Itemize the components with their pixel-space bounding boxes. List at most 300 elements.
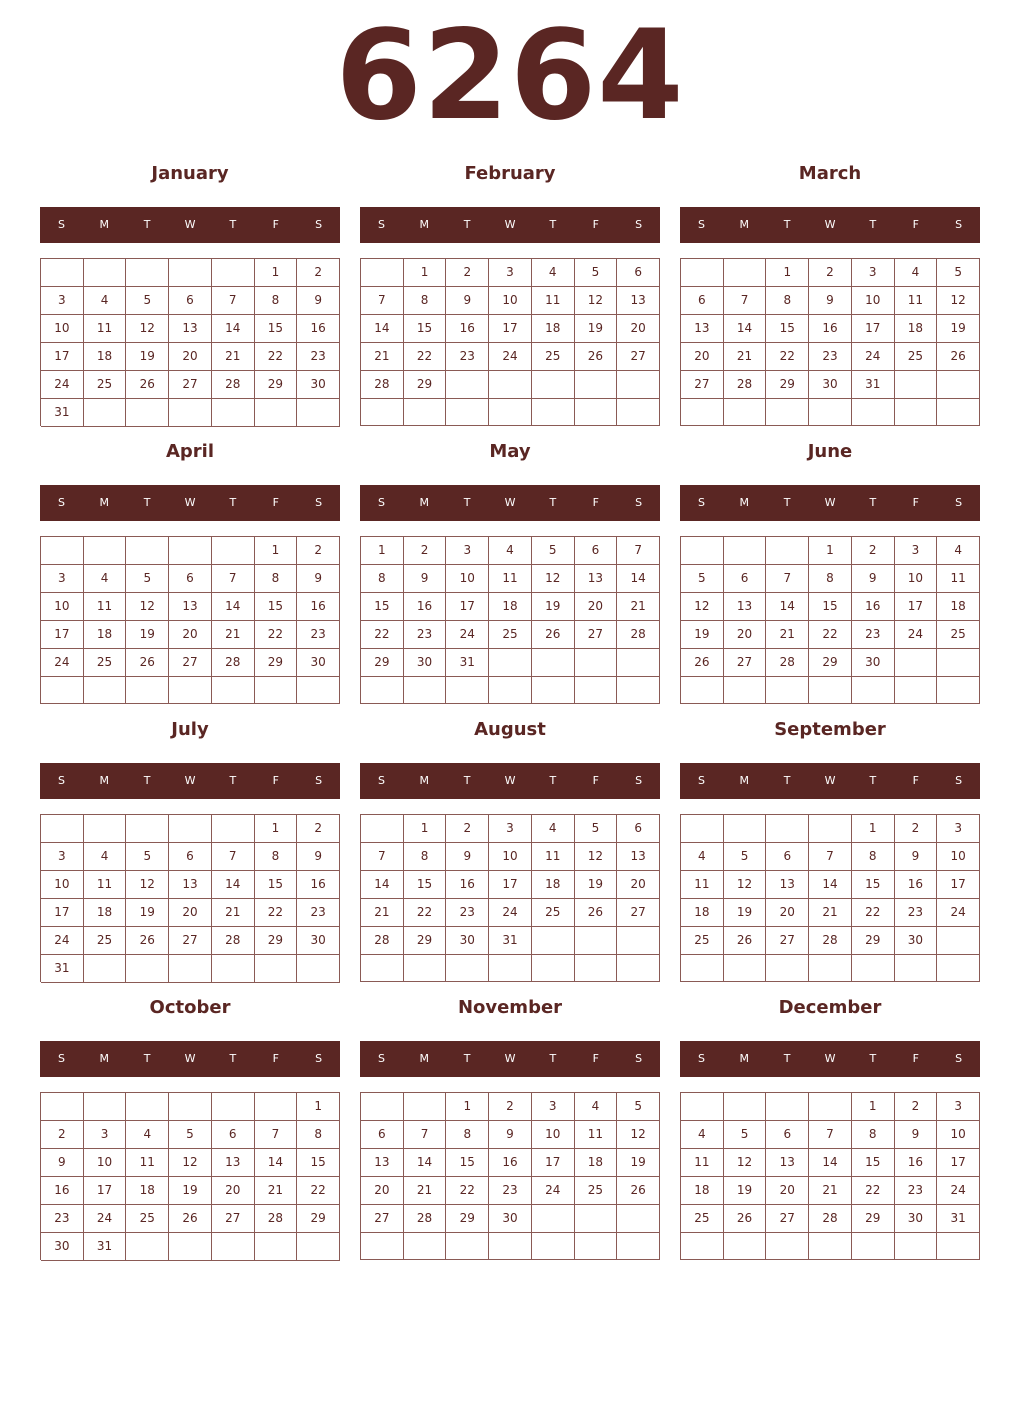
day-cell: 12 bbox=[681, 593, 724, 621]
empty-cell bbox=[489, 399, 532, 426]
day-cell: 14 bbox=[404, 1149, 447, 1177]
day-grid bbox=[360, 1092, 660, 1260]
empty-cell bbox=[126, 537, 169, 565]
day-cell: 2 bbox=[809, 259, 852, 287]
weekday-label: M bbox=[419, 496, 430, 509]
day-cell: 16 bbox=[895, 871, 938, 899]
day-cell: 13 bbox=[766, 871, 809, 899]
day-cell: 5 bbox=[169, 1121, 212, 1149]
day-cell: 15 bbox=[297, 1149, 340, 1177]
weekday-label: M bbox=[419, 1052, 430, 1065]
day-cell: 29 bbox=[255, 371, 298, 399]
day-cell: 1 bbox=[852, 815, 895, 843]
empty-cell bbox=[532, 955, 575, 982]
day-cell: 3 bbox=[446, 537, 489, 565]
day-cell: 11 bbox=[681, 871, 724, 899]
empty-cell bbox=[809, 1093, 852, 1121]
weekday-header bbox=[360, 763, 660, 799]
day-cell: 24 bbox=[41, 927, 84, 955]
day-cell: 12 bbox=[575, 287, 618, 315]
day-cell: 6 bbox=[169, 287, 212, 315]
empty-cell bbox=[724, 1093, 767, 1121]
day-cell: 22 bbox=[809, 621, 852, 649]
day-cell: 15 bbox=[404, 871, 447, 899]
day-cell: 29 bbox=[255, 649, 298, 677]
day-cell: 14 bbox=[809, 1149, 852, 1177]
weekday-label: W bbox=[184, 218, 196, 231]
empty-cell bbox=[852, 677, 895, 704]
weekday-label: T bbox=[549, 496, 557, 509]
day-cell: 9 bbox=[41, 1149, 84, 1177]
weekday-label: S bbox=[57, 218, 65, 231]
day-cell: 24 bbox=[852, 343, 895, 371]
weekday-header bbox=[360, 1041, 660, 1077]
day-cell: 12 bbox=[937, 287, 980, 315]
empty-cell bbox=[532, 927, 575, 955]
weekday-label: M bbox=[99, 496, 110, 509]
day-cell: 21 bbox=[361, 343, 404, 371]
empty-cell bbox=[809, 399, 852, 426]
day-cell: 28 bbox=[617, 621, 660, 649]
day-cell: 9 bbox=[895, 1121, 938, 1149]
day-cell: 19 bbox=[575, 315, 618, 343]
day-cell: 29 bbox=[255, 927, 298, 955]
day-cell: 13 bbox=[681, 315, 724, 343]
day-cell: 16 bbox=[297, 871, 340, 899]
day-cell: 7 bbox=[724, 287, 767, 315]
empty-cell bbox=[852, 1233, 895, 1260]
weekday-label: S bbox=[315, 1052, 323, 1065]
weekday-label: M bbox=[99, 218, 110, 231]
empty-cell bbox=[489, 955, 532, 982]
day-cell: 20 bbox=[169, 899, 212, 927]
empty-cell bbox=[575, 927, 618, 955]
empty-cell bbox=[212, 537, 255, 565]
weekday-label: T bbox=[783, 774, 791, 787]
weekday-label: M bbox=[739, 218, 750, 231]
empty-cell bbox=[446, 399, 489, 426]
day-cell: 21 bbox=[809, 899, 852, 927]
day-cell: 3 bbox=[41, 565, 84, 593]
weekday-label: S bbox=[955, 496, 963, 509]
empty-cell bbox=[852, 955, 895, 982]
empty-cell bbox=[169, 1093, 212, 1121]
day-cell: 27 bbox=[617, 343, 660, 371]
weekday-label: T bbox=[783, 1052, 791, 1065]
empty-cell bbox=[617, 955, 660, 982]
day-cell: 8 bbox=[255, 565, 298, 593]
weekday-header bbox=[680, 207, 980, 243]
day-grid bbox=[360, 536, 660, 704]
day-cell: 24 bbox=[532, 1177, 575, 1205]
weekday-label: T bbox=[143, 774, 151, 787]
day-cell: 25 bbox=[895, 343, 938, 371]
weekday-label: F bbox=[272, 1052, 279, 1065]
day-cell: 24 bbox=[489, 343, 532, 371]
day-cell: 26 bbox=[681, 649, 724, 677]
day-cell: 21 bbox=[212, 343, 255, 371]
day-cell: 24 bbox=[895, 621, 938, 649]
day-cell: 17 bbox=[937, 1149, 980, 1177]
day-cell: 5 bbox=[126, 287, 169, 315]
weekday-label: F bbox=[272, 774, 279, 787]
day-cell: 25 bbox=[532, 343, 575, 371]
day-cell: 19 bbox=[681, 621, 724, 649]
empty-cell bbox=[41, 1093, 84, 1121]
weekday-label: T bbox=[143, 496, 151, 509]
day-cell: 7 bbox=[212, 287, 255, 315]
empty-cell bbox=[766, 1093, 809, 1121]
day-cell: 24 bbox=[489, 899, 532, 927]
empty-cell bbox=[532, 1233, 575, 1260]
empty-cell bbox=[617, 649, 660, 677]
weekday-label: M bbox=[99, 1052, 110, 1065]
day-cell: 27 bbox=[169, 927, 212, 955]
day-cell: 30 bbox=[895, 1205, 938, 1233]
empty-cell bbox=[297, 677, 340, 704]
day-cell: 30 bbox=[489, 1205, 532, 1233]
empty-cell bbox=[126, 1093, 169, 1121]
day-cell: 21 bbox=[617, 593, 660, 621]
day-cell: 23 bbox=[895, 1177, 938, 1205]
day-cell: 7 bbox=[255, 1121, 298, 1149]
empty-cell bbox=[255, 1233, 298, 1261]
day-cell: 8 bbox=[766, 287, 809, 315]
day-cell: 23 bbox=[895, 899, 938, 927]
month-name: March bbox=[798, 163, 862, 184]
day-cell: 27 bbox=[724, 649, 767, 677]
empty-cell bbox=[681, 537, 724, 565]
day-cell: 29 bbox=[446, 1205, 489, 1233]
day-cell: 5 bbox=[532, 537, 575, 565]
empty-cell bbox=[41, 815, 84, 843]
weekday-label: F bbox=[592, 218, 599, 231]
day-cell: 22 bbox=[255, 621, 298, 649]
day-cell: 26 bbox=[617, 1177, 660, 1205]
empty-cell bbox=[212, 815, 255, 843]
weekday-label: S bbox=[315, 774, 323, 787]
empty-cell bbox=[212, 955, 255, 983]
empty-cell bbox=[937, 649, 980, 677]
empty-cell bbox=[681, 677, 724, 704]
day-cell: 9 bbox=[895, 843, 938, 871]
day-cell: 9 bbox=[446, 843, 489, 871]
day-cell: 14 bbox=[361, 315, 404, 343]
day-cell: 20 bbox=[724, 621, 767, 649]
day-cell: 10 bbox=[895, 565, 938, 593]
day-cell: 23 bbox=[404, 621, 447, 649]
day-cell: 2 bbox=[895, 815, 938, 843]
day-cell: 6 bbox=[724, 565, 767, 593]
empty-cell bbox=[212, 259, 255, 287]
empty-cell bbox=[681, 399, 724, 426]
empty-cell bbox=[489, 649, 532, 677]
day-cell: 5 bbox=[617, 1093, 660, 1121]
day-cell: 7 bbox=[809, 843, 852, 871]
weekday-label: S bbox=[955, 1052, 963, 1065]
empty-cell bbox=[724, 1233, 767, 1260]
weekday-label: T bbox=[143, 1052, 151, 1065]
weekday-header bbox=[40, 485, 340, 521]
empty-cell bbox=[532, 399, 575, 426]
weekday-label: T bbox=[549, 774, 557, 787]
day-cell: 18 bbox=[84, 621, 127, 649]
day-cell: 4 bbox=[489, 537, 532, 565]
day-cell: 2 bbox=[489, 1093, 532, 1121]
day-cell: 29 bbox=[404, 371, 447, 399]
day-cell: 8 bbox=[404, 843, 447, 871]
day-cell: 8 bbox=[255, 843, 298, 871]
empty-cell bbox=[169, 399, 212, 427]
weekday-header bbox=[680, 485, 980, 521]
weekday-label: S bbox=[377, 218, 385, 231]
day-cell: 2 bbox=[446, 815, 489, 843]
day-grid bbox=[680, 1092, 980, 1260]
empty-cell bbox=[361, 259, 404, 287]
day-cell: 31 bbox=[937, 1205, 980, 1233]
day-grid bbox=[40, 536, 340, 704]
month-name: July bbox=[171, 719, 209, 740]
empty-cell bbox=[489, 1233, 532, 1260]
day-cell: 19 bbox=[126, 343, 169, 371]
day-cell: 15 bbox=[255, 871, 298, 899]
day-cell: 8 bbox=[852, 843, 895, 871]
empty-cell bbox=[84, 259, 127, 287]
day-cell: 30 bbox=[297, 927, 340, 955]
empty-cell bbox=[84, 677, 127, 704]
day-cell: 22 bbox=[255, 343, 298, 371]
day-cell: 3 bbox=[937, 815, 980, 843]
day-cell: 15 bbox=[361, 593, 404, 621]
day-grid bbox=[680, 814, 980, 982]
weekday-label: S bbox=[315, 218, 323, 231]
day-cell: 21 bbox=[724, 343, 767, 371]
day-cell: 21 bbox=[766, 621, 809, 649]
empty-cell bbox=[681, 1233, 724, 1260]
weekday-label: T bbox=[783, 496, 791, 509]
weekday-label: S bbox=[697, 218, 705, 231]
empty-cell bbox=[489, 371, 532, 399]
day-cell: 29 bbox=[809, 649, 852, 677]
day-cell: 27 bbox=[212, 1205, 255, 1233]
day-cell: 23 bbox=[446, 899, 489, 927]
day-cell: 13 bbox=[617, 287, 660, 315]
empty-cell bbox=[446, 677, 489, 704]
day-cell: 23 bbox=[297, 899, 340, 927]
weekday-label: S bbox=[697, 496, 705, 509]
day-cell: 27 bbox=[575, 621, 618, 649]
day-cell: 18 bbox=[532, 315, 575, 343]
weekday-label: F bbox=[912, 774, 919, 787]
weekday-label: W bbox=[824, 218, 836, 231]
empty-cell bbox=[169, 1233, 212, 1261]
empty-cell bbox=[169, 815, 212, 843]
empty-cell bbox=[617, 371, 660, 399]
day-cell: 22 bbox=[361, 621, 404, 649]
day-cell: 26 bbox=[126, 649, 169, 677]
day-cell: 19 bbox=[532, 593, 575, 621]
day-cell: 27 bbox=[361, 1205, 404, 1233]
month-name: November bbox=[457, 997, 563, 1018]
day-cell: 6 bbox=[575, 537, 618, 565]
day-cell: 26 bbox=[169, 1205, 212, 1233]
day-cell: 5 bbox=[724, 843, 767, 871]
month-name: June bbox=[807, 441, 853, 462]
day-cell: 10 bbox=[41, 871, 84, 899]
day-cell: 1 bbox=[852, 1093, 895, 1121]
day-cell: 15 bbox=[446, 1149, 489, 1177]
day-cell: 22 bbox=[852, 899, 895, 927]
empty-cell bbox=[895, 371, 938, 399]
day-cell: 3 bbox=[41, 843, 84, 871]
day-cell: 8 bbox=[809, 565, 852, 593]
weekday-label: T bbox=[143, 218, 151, 231]
day-cell: 15 bbox=[809, 593, 852, 621]
empty-cell bbox=[766, 677, 809, 704]
empty-cell bbox=[169, 537, 212, 565]
empty-cell bbox=[937, 955, 980, 982]
empty-cell bbox=[532, 677, 575, 704]
day-cell: 2 bbox=[297, 259, 340, 287]
day-cell: 31 bbox=[852, 371, 895, 399]
weekday-label: W bbox=[184, 496, 196, 509]
weekday-label: M bbox=[739, 496, 750, 509]
empty-cell bbox=[937, 677, 980, 704]
day-cell: 15 bbox=[404, 315, 447, 343]
day-cell: 10 bbox=[489, 843, 532, 871]
weekday-label: S bbox=[635, 1052, 643, 1065]
day-cell: 21 bbox=[212, 899, 255, 927]
day-cell: 18 bbox=[489, 593, 532, 621]
day-cell: 26 bbox=[937, 343, 980, 371]
day-cell: 17 bbox=[41, 343, 84, 371]
day-cell: 28 bbox=[404, 1205, 447, 1233]
weekday-label: W bbox=[184, 774, 196, 787]
day-cell: 6 bbox=[212, 1121, 255, 1149]
day-cell: 24 bbox=[41, 371, 84, 399]
empty-cell bbox=[212, 1233, 255, 1261]
day-cell: 7 bbox=[361, 287, 404, 315]
day-cell: 1 bbox=[404, 259, 447, 287]
empty-cell bbox=[895, 677, 938, 704]
empty-cell bbox=[681, 955, 724, 982]
day-cell: 16 bbox=[41, 1177, 84, 1205]
empty-cell bbox=[404, 1233, 447, 1260]
weekday-label: M bbox=[99, 774, 110, 787]
day-cell: 25 bbox=[937, 621, 980, 649]
day-cell: 29 bbox=[852, 927, 895, 955]
weekday-label: W bbox=[824, 774, 836, 787]
day-cell: 24 bbox=[84, 1205, 127, 1233]
month-name: October bbox=[149, 997, 231, 1018]
weekday-label: T bbox=[229, 1052, 237, 1065]
empty-cell bbox=[446, 955, 489, 982]
day-cell: 8 bbox=[255, 287, 298, 315]
day-cell: 3 bbox=[489, 259, 532, 287]
empty-cell bbox=[361, 1233, 404, 1260]
weekday-label: S bbox=[635, 218, 643, 231]
day-cell: 25 bbox=[84, 927, 127, 955]
day-grid bbox=[680, 536, 980, 704]
empty-cell bbox=[766, 399, 809, 426]
day-cell: 17 bbox=[852, 315, 895, 343]
weekday-label: T bbox=[229, 774, 237, 787]
day-cell: 14 bbox=[212, 593, 255, 621]
day-cell: 25 bbox=[126, 1205, 169, 1233]
empty-cell bbox=[809, 815, 852, 843]
day-cell: 5 bbox=[681, 565, 724, 593]
day-cell: 8 bbox=[361, 565, 404, 593]
day-cell: 30 bbox=[809, 371, 852, 399]
day-cell: 24 bbox=[446, 621, 489, 649]
day-cell: 13 bbox=[169, 593, 212, 621]
day-cell: 1 bbox=[446, 1093, 489, 1121]
day-cell: 1 bbox=[255, 815, 298, 843]
day-cell: 18 bbox=[84, 343, 127, 371]
day-cell: 12 bbox=[724, 1149, 767, 1177]
empty-cell bbox=[681, 259, 724, 287]
day-cell: 16 bbox=[809, 315, 852, 343]
day-cell: 19 bbox=[617, 1149, 660, 1177]
empty-cell bbox=[126, 677, 169, 704]
day-cell: 31 bbox=[446, 649, 489, 677]
day-cell: 4 bbox=[126, 1121, 169, 1149]
day-cell: 8 bbox=[852, 1121, 895, 1149]
weekday-label: T bbox=[869, 218, 877, 231]
day-cell: 13 bbox=[361, 1149, 404, 1177]
day-cell: 30 bbox=[297, 649, 340, 677]
day-cell: 25 bbox=[84, 371, 127, 399]
day-cell: 17 bbox=[41, 621, 84, 649]
empty-cell bbox=[532, 649, 575, 677]
day-cell: 20 bbox=[617, 871, 660, 899]
day-cell: 28 bbox=[361, 927, 404, 955]
empty-cell bbox=[41, 537, 84, 565]
day-cell: 31 bbox=[489, 927, 532, 955]
empty-cell bbox=[84, 399, 127, 427]
day-cell: 2 bbox=[404, 537, 447, 565]
day-cell: 3 bbox=[895, 537, 938, 565]
day-cell: 27 bbox=[617, 899, 660, 927]
empty-cell bbox=[852, 399, 895, 426]
weekday-label: T bbox=[463, 496, 471, 509]
day-cell: 28 bbox=[212, 649, 255, 677]
empty-cell bbox=[895, 1233, 938, 1260]
weekday-label: S bbox=[955, 774, 963, 787]
day-cell: 25 bbox=[681, 927, 724, 955]
empty-cell bbox=[255, 399, 298, 427]
empty-cell bbox=[404, 399, 447, 426]
day-cell: 7 bbox=[809, 1121, 852, 1149]
empty-cell bbox=[895, 955, 938, 982]
empty-cell bbox=[84, 955, 127, 983]
day-cell: 17 bbox=[489, 315, 532, 343]
day-cell: 29 bbox=[766, 371, 809, 399]
empty-cell bbox=[766, 1233, 809, 1260]
empty-cell bbox=[404, 955, 447, 982]
weekday-label: W bbox=[504, 218, 516, 231]
day-cell: 19 bbox=[724, 1177, 767, 1205]
day-cell: 22 bbox=[255, 899, 298, 927]
weekday-label: S bbox=[697, 774, 705, 787]
weekday-label: W bbox=[504, 1052, 516, 1065]
day-cell: 25 bbox=[489, 621, 532, 649]
day-cell: 3 bbox=[937, 1093, 980, 1121]
weekday-header bbox=[360, 207, 660, 243]
empty-cell bbox=[84, 1093, 127, 1121]
empty-cell bbox=[404, 1093, 447, 1121]
day-cell: 11 bbox=[532, 287, 575, 315]
